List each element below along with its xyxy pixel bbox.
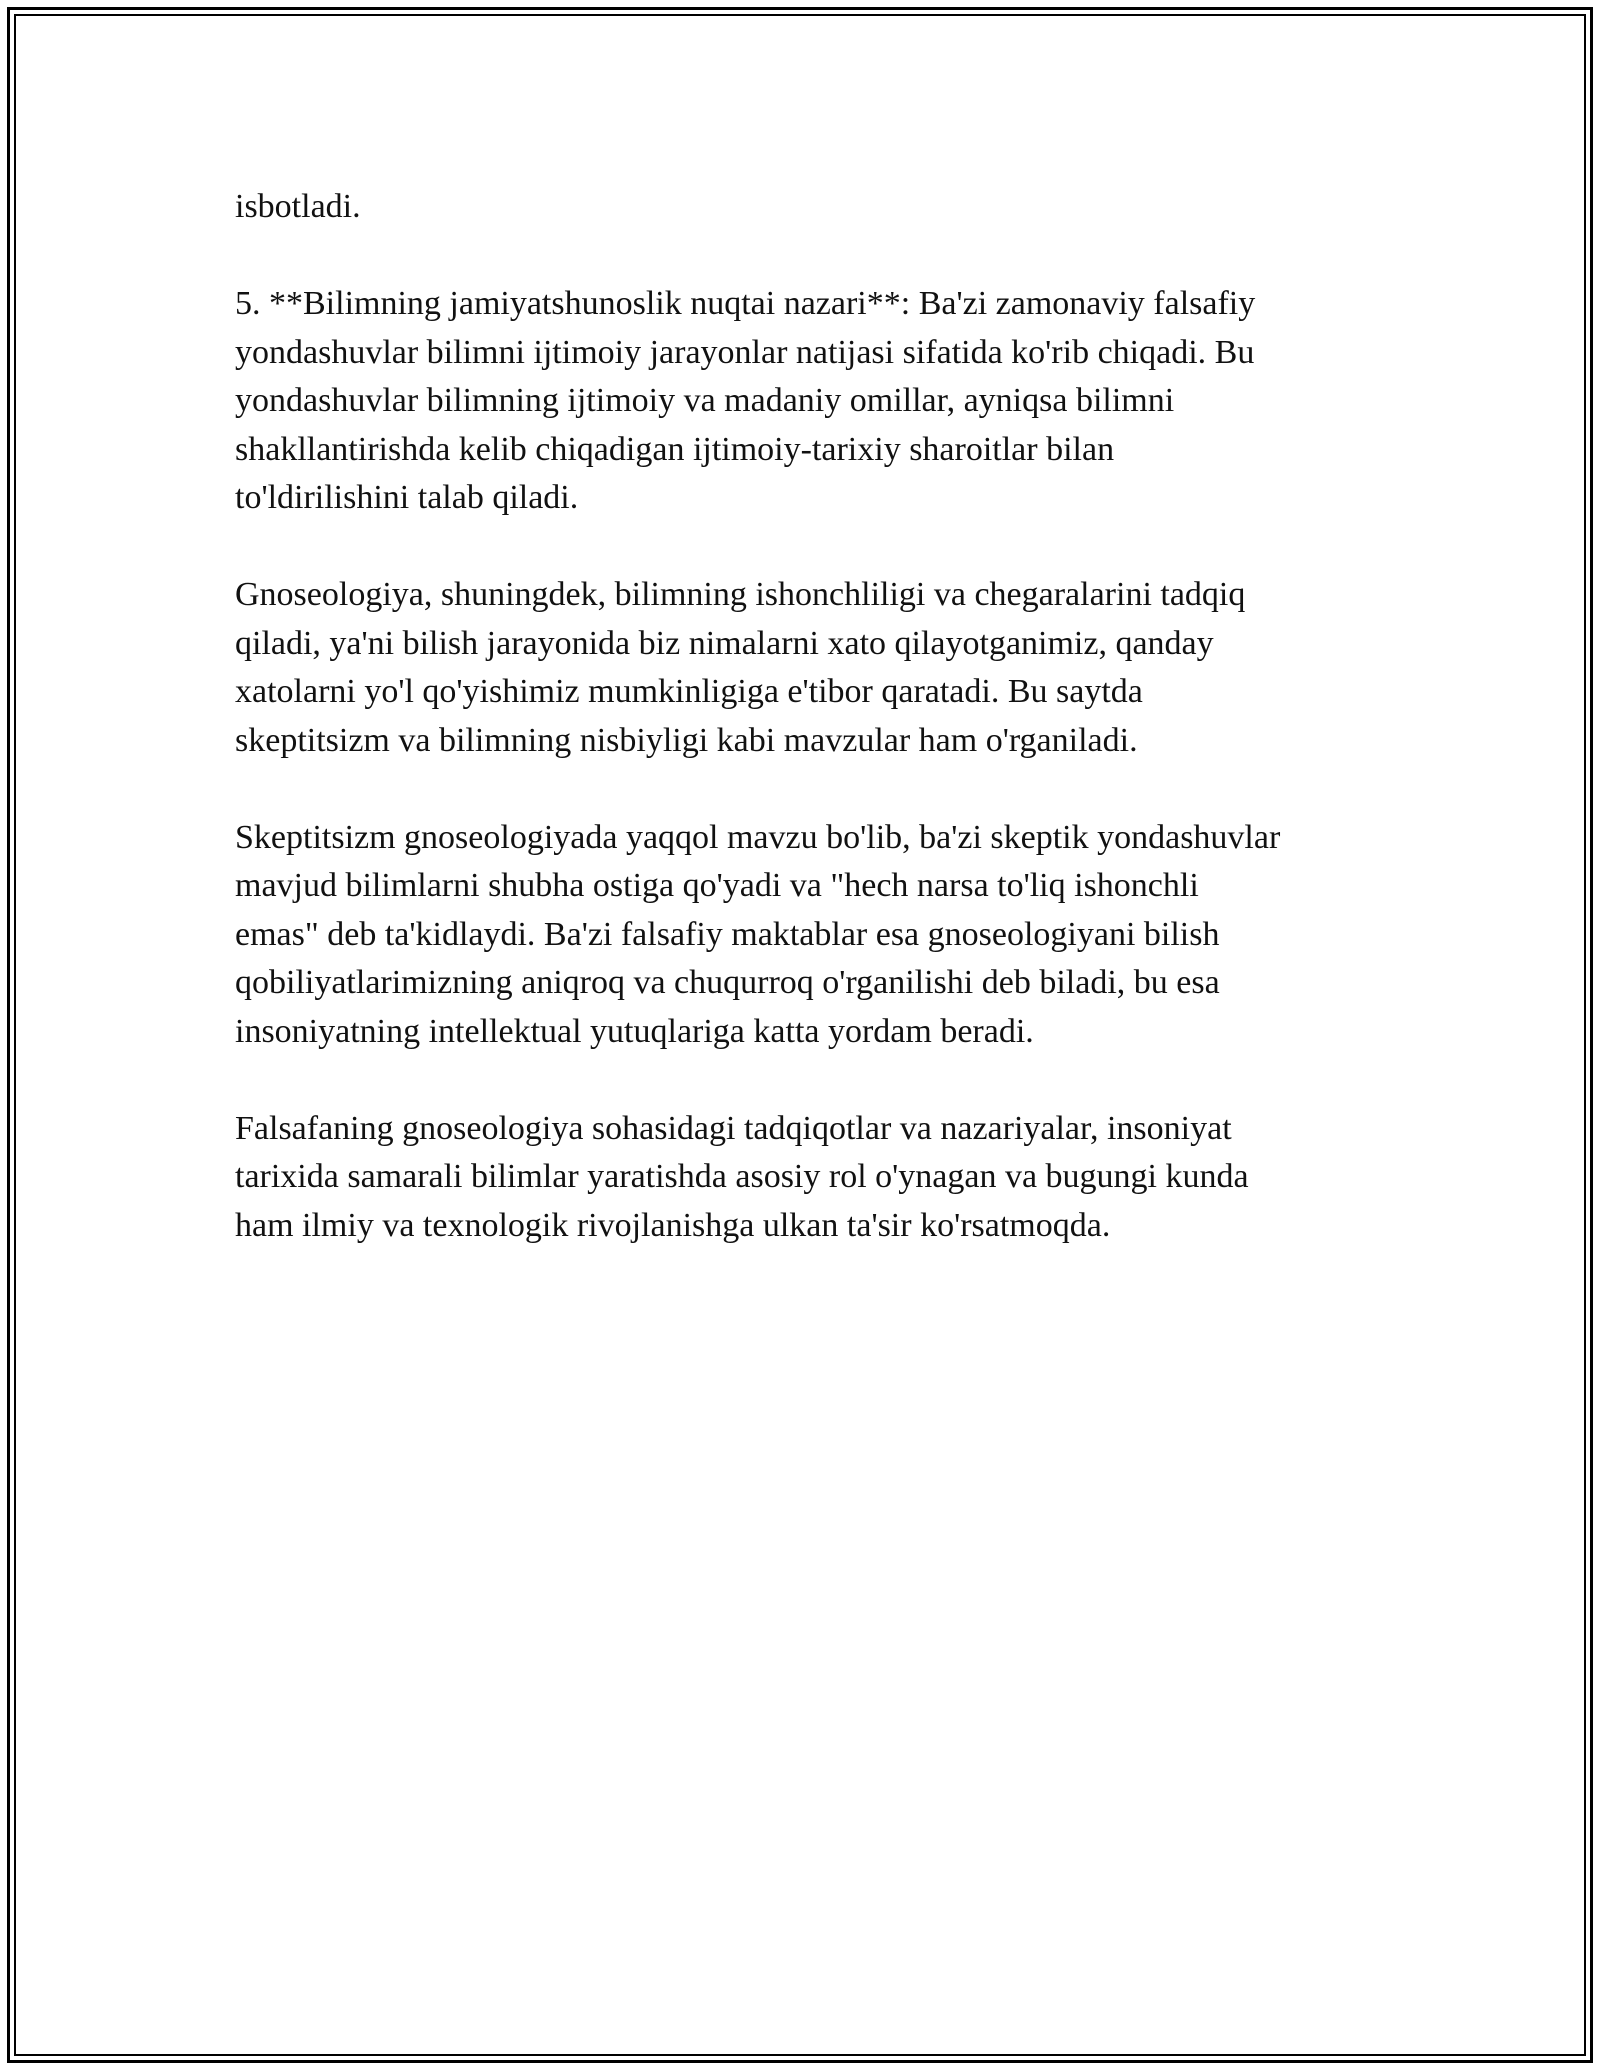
text-line: skeptitsizm va bilimning nisbiyligi kabi mavzular ham o'rganiladi. (235, 721, 1138, 759)
text-line: qobiliyatlarimizning aniqroq va chuqurroq o'rganilishi deb biladi, bu esa (235, 964, 1220, 1001)
text-line: qiladi, ya'ni bilish jarayonida biz nimalarni xato qilayotganimiz, qanday (235, 624, 1214, 662)
text-line: 5. **Bilimning jamiyatshunoslik nuqtai nazari**: Ba'zi zamonaviy falsafiy (235, 285, 1256, 322)
text-line: emas" deb ta'kidlaydi. Ba'zi falsafiy maktablar esa gnoseologiyani bilish (235, 915, 1220, 953)
paragraph-item-5 (235, 280, 1375, 523)
text-line: ham ilmiy va texnologik rivojlanishga ulkan ta'sir ko'rsatmoqda. (235, 1206, 1111, 1244)
text-line: Gnoseologiya, shuningdek, bilimning ishonchliligi va chegaralarini tadqiq (235, 576, 1246, 613)
text-line: Skeptitsizm gnoseologiyada yaqqol mavzu bo'lib, ba'zi skeptik yondashuvlar (235, 818, 1281, 856)
text-line: isbotladi. (235, 188, 361, 225)
text-line: shakllantirishda kelib chiqadigan ijtimoiy-tarixiy sharoitlar bilan (235, 430, 1115, 468)
paragraph-falsafaning (235, 1105, 1375, 1251)
text-line: yondashuvlar bilimning ijtimoiy va madaniy omillar, ayniqsa bilimni (235, 382, 1175, 419)
text-line: tarixida samarali bilimlar yaratishda asosiy rol o'ynagan va bugungi kunda (235, 1158, 1249, 1195)
paragraph-continuation (235, 183, 1375, 232)
paragraph-skeptitsizm (235, 814, 1375, 1057)
text-line: xatolarni yo'l qo'yishimiz mumkinligiga e'tibor qaratadi. Bu saytda (235, 673, 1143, 710)
text-line: mavjud bilimlarni shubha ostiga qo'yadi va "hech narsa to'liq ishonchli (235, 867, 1199, 904)
text-line: yondashuvlar bilimni ijtimoiy jarayonlar natijasi sifatida ko'rib chiqadi. Bu (235, 333, 1255, 371)
text-line: Falsafaning gnoseologiya sohasidagi tadqiqotlar va nazariyalar, insoniyat (235, 1109, 1232, 1147)
document-body (235, 183, 1375, 1299)
paragraph-gnoseologiya (235, 571, 1375, 765)
text-line: to'ldirilishini talab qiladi. (235, 479, 579, 516)
text-line: insoniyatning intellektual yutuqlariga katta yordam beradi. (235, 1012, 1034, 1050)
